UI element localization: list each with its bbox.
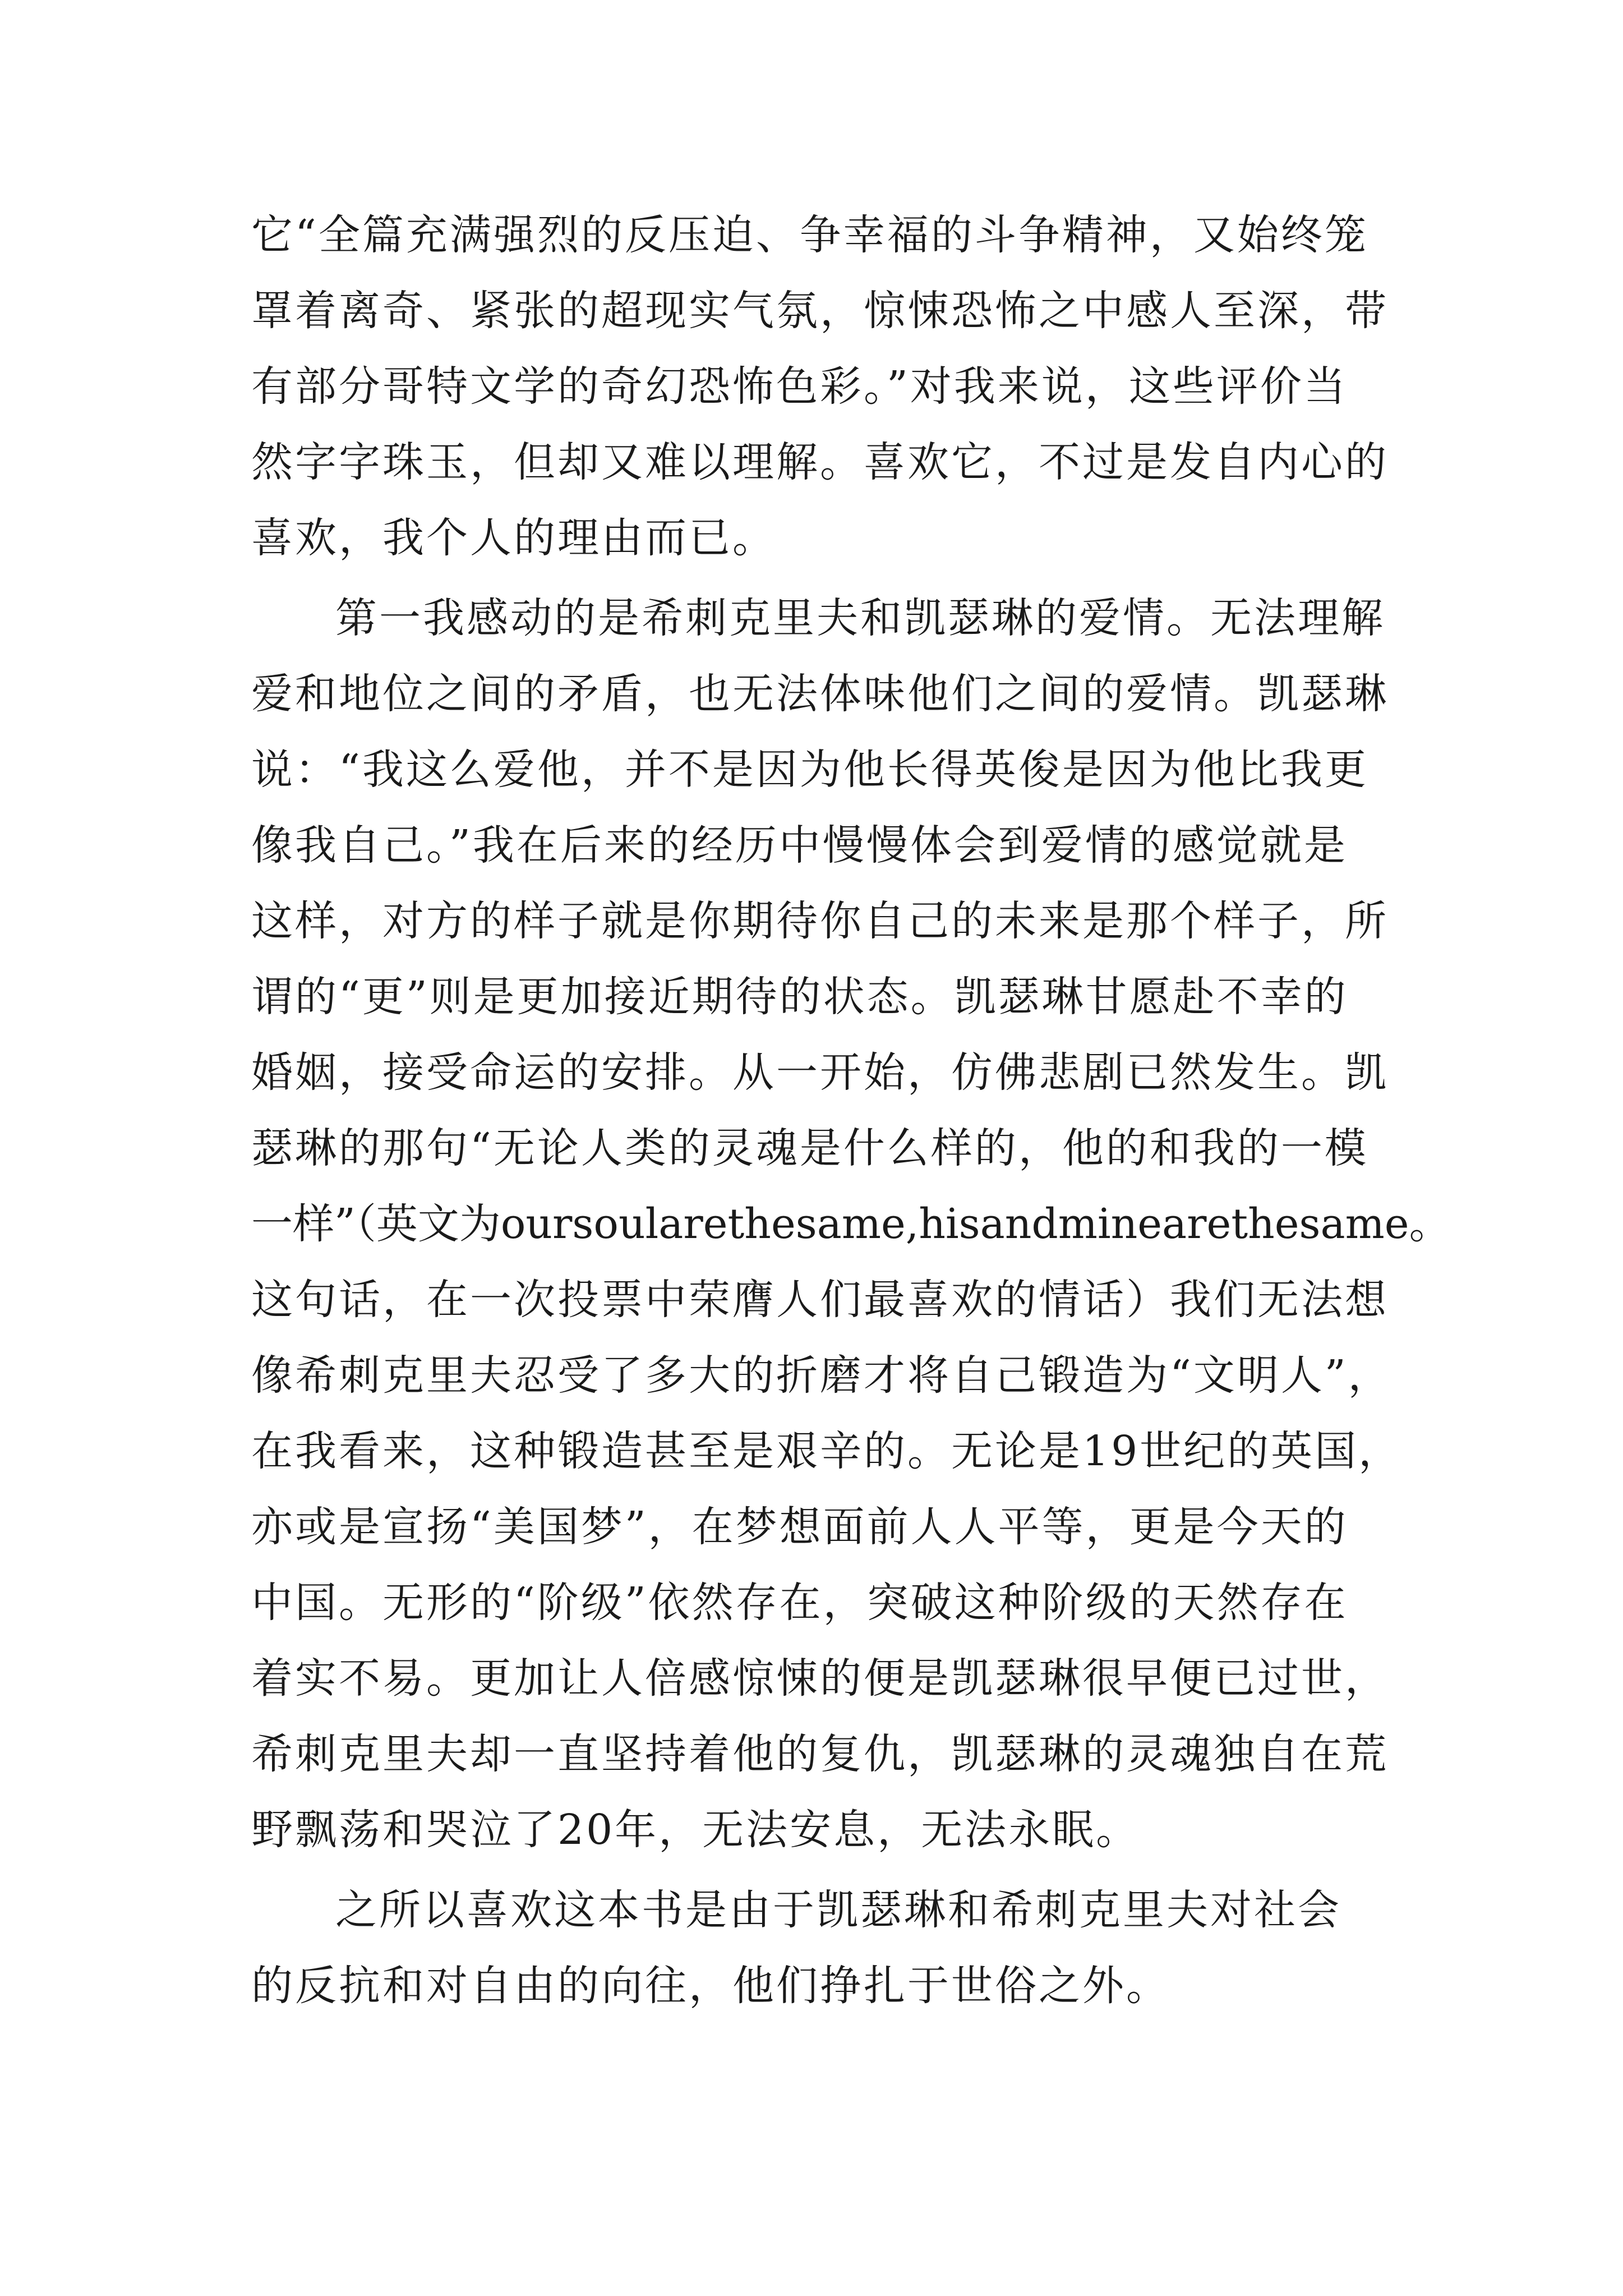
text-line: 在我看来，这种锻造甚至是艰辛的。无论是19世纪的英国， [251, 1427, 1403, 1475]
text-line: 婚姻，接受命运的安排。从一开始，仿佛悲剧已然发生。凯 [251, 1048, 1389, 1097]
text-line: 这样，对方的样子就是你期待你自己的未来是那个样子，所 [251, 897, 1389, 945]
text-line: 希刺克里夫却一直坚持着他的复仇，凯瑟琳的灵魂独自在荒 [251, 1730, 1389, 1778]
paragraph-3 [251, 1872, 1373, 2024]
text-line: 像希刺克里夫忍受了多大的折磨才将自己锻造为“文明人”， [251, 1351, 1392, 1400]
text-line: 中国。无形的“阶级”依然存在，突破这种阶级的天然存在 [251, 1579, 1348, 1627]
paragraph-1 [251, 197, 1389, 576]
text-line: 野飘荡和哭泣了20年，无法安息，无法永眠。 [251, 1806, 1140, 1854]
text-line: 着实不易。更加让人倍感惊悚的便是凯瑟琳很早便已过世， [251, 1654, 1389, 1703]
text-line: 它“全篇充满强烈的反压迫、争幸福的斗争精神，又始终笼 [251, 211, 1368, 259]
paragraph-gap [251, 1868, 1373, 1872]
text-line: 瑟琳的那句“无论人类的灵魂是什么样的，他的和我的一模 [251, 1124, 1368, 1172]
text-line: 然字字珠玉，但却又难以理解。喜欢它，不过是发自内心的 [251, 438, 1389, 486]
text-line: 第一我感动的是希刺克里夫和凯瑟琳的爱情。无法理解 [335, 594, 1385, 642]
text-line: 像我自己。”我在后来的经历中慢慢体会到爱情的感觉就是 [251, 821, 1348, 869]
text-line: 说：“我这么爱他，并不是因为他长得英俊是因为他比我更 [251, 746, 1368, 794]
text-line: 喜欢，我个人的理由而已。 [251, 514, 776, 562]
document-page [251, 197, 1451, 2024]
text-line: 罩着离奇、紧张的超现实气氛，惊悚恐怖之中感人至深，带 [251, 287, 1389, 335]
text-line: 谓的“更”则是更加接近期待的状态。凯瑟琳甘愿赴不幸的 [251, 973, 1348, 1021]
text-line: 之所以喜欢这本书是由于凯瑟琳和希刺克里夫对社会 [335, 1886, 1341, 1934]
paragraph-2 [251, 581, 1451, 1868]
text-line: 一样”（英文为oursoularethesame,hisandminearethesame。 [251, 1200, 1451, 1248]
text-line: 爱和地位之间的矛盾，也无法体味他们之间的爱情。凯瑟琳 [251, 670, 1389, 718]
paragraph-gap [251, 576, 1373, 581]
text-line: 亦或是宣扬“美国梦”，在梦想面前人人平等，更是今天的 [251, 1503, 1348, 1551]
text-line: 这句话，在一次投票中荣膺人们最喜欢的情话）我们无法想 [251, 1276, 1389, 1324]
text-line: 有部分哥特文学的奇幻恐怖色彩。”对我来说，这些评价当 [251, 362, 1348, 411]
text-line: 的反抗和对自由的向往，他们挣扎于世俗之外。 [251, 1962, 1170, 2010]
